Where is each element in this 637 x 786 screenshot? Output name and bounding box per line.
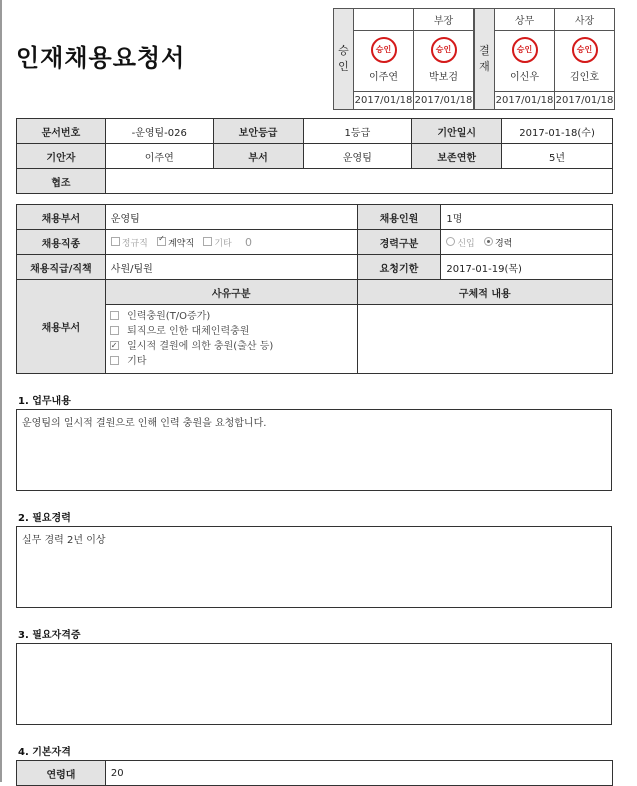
security-level-value: 1등급 [303, 119, 412, 144]
approved-stamp: 승인 [431, 37, 457, 63]
radio-newcomer[interactable] [446, 237, 455, 246]
approval-box-drafter [333, 8, 474, 110]
detail-content [357, 305, 612, 374]
age-label: 연령대 [17, 761, 106, 786]
hiring-table [16, 204, 613, 374]
option-other: 기타 [214, 238, 232, 249]
certificates-textarea[interactable] [16, 643, 612, 725]
hire-count-label: 채용인원 [357, 205, 441, 230]
reason-item: 퇴직으로 인한 대체인력충원 [110, 324, 357, 339]
checkbox-permanent[interactable] [111, 237, 120, 246]
approval-role-blank [354, 9, 414, 31]
other-value: 0 [244, 235, 252, 249]
reason-item: ✓ 일시적 결원에 의한 충원(출산 등) [110, 339, 357, 354]
approval-sign-cell [414, 31, 474, 92]
drafter-label: 기안자 [17, 144, 106, 169]
option-permanent: 정규직 [121, 238, 148, 249]
rank-label: 채용직급/직책 [17, 255, 106, 280]
decision-side-label: 결재 [475, 9, 495, 110]
cooperation-value [105, 169, 612, 194]
checkbox-contract[interactable] [157, 237, 166, 246]
approval-date: 2017/01/18 [354, 92, 414, 110]
reason-row-label: 채용부서 [17, 280, 106, 374]
option-contract: 계약직 [168, 238, 195, 249]
reason-item: 기타 [110, 354, 357, 369]
security-level-label: 보안등급 [213, 119, 303, 144]
approval-sign-cell [495, 31, 555, 92]
draft-date-label: 기안일시 [412, 119, 502, 144]
signer-name: 이주연 [369, 72, 398, 83]
job-type-options [105, 230, 357, 255]
approved-stamp: 승인 [572, 37, 598, 63]
career-options [441, 230, 613, 255]
hire-dept-label: 채용부서 [17, 205, 106, 230]
signer-name: 김인호 [570, 72, 599, 83]
detail-header: 구체적 내용 [357, 280, 612, 305]
approval-role: 부장 [414, 9, 474, 31]
checkbox-reason-3[interactable] [110, 341, 119, 350]
career-label: 경력구분 [357, 230, 441, 255]
option-newcomer: 신입 [457, 238, 475, 249]
approval-sign-cell [354, 31, 414, 92]
approval-date: 2017/01/18 [414, 92, 474, 110]
job-type-label: 채용직종 [17, 230, 106, 255]
approval-role: 사장 [555, 9, 615, 31]
reason-item: 인력충원(T/O증가) [110, 309, 357, 324]
approved-stamp: 승인 [371, 37, 397, 63]
section-title-certificates: 3. 필요자격증 [18, 630, 81, 641]
cooperation-label: 협조 [17, 169, 106, 194]
reason-list-cell [105, 305, 357, 374]
doc-number-value: -운영팀-026 [105, 119, 213, 144]
approval-side-label: 승인 [334, 9, 354, 110]
signer-name: 박보검 [429, 72, 458, 83]
department-label: 부서 [213, 144, 303, 169]
option-experienced: 경력 [494, 238, 513, 249]
reason-header: 사유구분 [105, 280, 357, 305]
checkbox-reason-1[interactable] [110, 311, 119, 320]
deadline-value: 2017-01-19(목) [441, 255, 613, 280]
approval-date: 2017/01/18 [495, 92, 555, 110]
approval-date: 2017/01/18 [555, 92, 615, 110]
checkbox-reason-2[interactable] [110, 326, 119, 335]
drafter-value: 이주연 [105, 144, 213, 169]
section-title-basic: 4. 기본자격 [18, 747, 71, 758]
approval-role: 상무 [495, 9, 555, 31]
checkbox-reason-4[interactable] [110, 356, 119, 365]
approval-sign-cell [555, 31, 615, 92]
experience-textarea[interactable]: 실무 경력 2년 이상 [16, 526, 612, 608]
radio-experienced[interactable] [484, 237, 493, 246]
section-title-experience: 2. 필요경력 [18, 513, 71, 524]
department-value: 운영팀 [303, 144, 412, 169]
retention-value: 5년 [502, 144, 613, 169]
doc-number-label: 문서번호 [17, 119, 106, 144]
deadline-label: 요청기한 [357, 255, 441, 280]
document-info-table [16, 118, 613, 194]
hire-count-value: 1명 [441, 205, 613, 230]
duties-textarea[interactable]: 운영팀의 일시적 결원으로 인해 인력 충원을 요청합니다. [16, 409, 612, 491]
checkbox-other[interactable] [203, 237, 212, 246]
approval-box-decision [474, 8, 615, 110]
reason-list [106, 305, 357, 373]
hire-dept-value: 운영팀 [105, 205, 357, 230]
approved-stamp: 승인 [512, 37, 538, 63]
page-title: 인재채용요청서 [16, 44, 186, 72]
age-value[interactable]: 20 [105, 761, 612, 786]
draft-date-value: 2017-01-18(수) [502, 119, 613, 144]
signer-name: 이신우 [510, 72, 539, 83]
basic-qualification-table [16, 760, 613, 786]
section-title-duties: 1. 업무내용 [18, 396, 71, 407]
rank-value: 사원/팀원 [105, 255, 357, 280]
retention-label: 보존연한 [412, 144, 502, 169]
